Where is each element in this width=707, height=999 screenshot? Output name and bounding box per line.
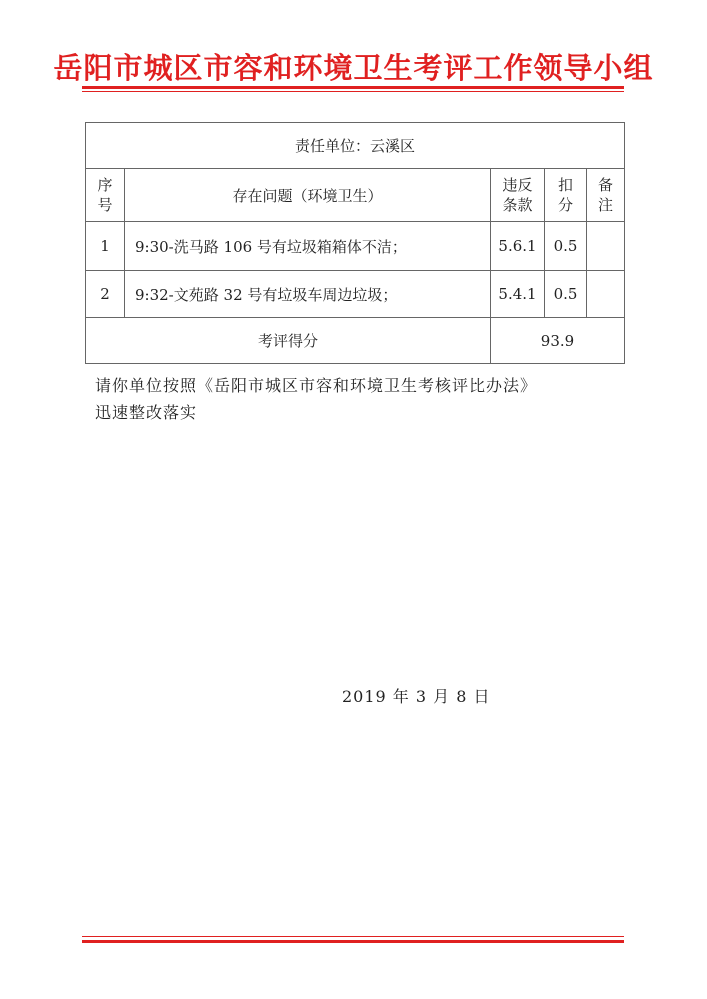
row-clause: 5.4.1: [491, 271, 545, 318]
document-title: 岳阳市城区市容和环境卫生考评工作领导小组: [53, 51, 654, 85]
col-header-remark: 备注: [587, 169, 625, 222]
inspection-table: [85, 122, 625, 364]
score-label: 考评得分: [86, 318, 491, 364]
col-header-issue: 存在问题（环境卫生）: [125, 169, 491, 222]
col-header-seq: 序号: [86, 169, 125, 222]
row-seq: 2: [86, 271, 125, 318]
row-issue: 9:30-洗马路 106 号有垃圾箱箱体不洁；: [125, 222, 491, 271]
issue-date: 2019 年 3 月 8 日: [342, 687, 491, 706]
responsible-unit: 责任单位：云溪区: [86, 123, 625, 169]
col-header-deduct: 扣分: [545, 169, 587, 222]
row-remark: [587, 271, 625, 318]
row-deduct: 0.5: [545, 222, 587, 271]
row-seq: 1: [86, 222, 125, 271]
notice-line-2: 迅速整改落实: [95, 403, 198, 422]
table-row: [86, 222, 625, 271]
rectification-notice: [95, 372, 537, 426]
score-value: 93.9: [491, 318, 625, 364]
header-rule-thin: [82, 91, 624, 92]
table-row: [86, 271, 625, 318]
row-remark: [587, 222, 625, 271]
col-header-clause: 违反条款: [491, 169, 545, 222]
row-issue: 9:32-文苑路 32 号有垃圾车周边垃圾；: [125, 271, 491, 318]
footer-rule-thin: [82, 936, 624, 937]
row-deduct: 0.5: [545, 271, 587, 318]
header-rule-thick: [82, 86, 624, 89]
footer-rule-thick: [82, 940, 624, 943]
notice-line-1: 请你单位按照《岳阳市城区市容和环境卫生考核评比办法》: [95, 376, 538, 395]
row-clause: 5.6.1: [491, 222, 545, 271]
